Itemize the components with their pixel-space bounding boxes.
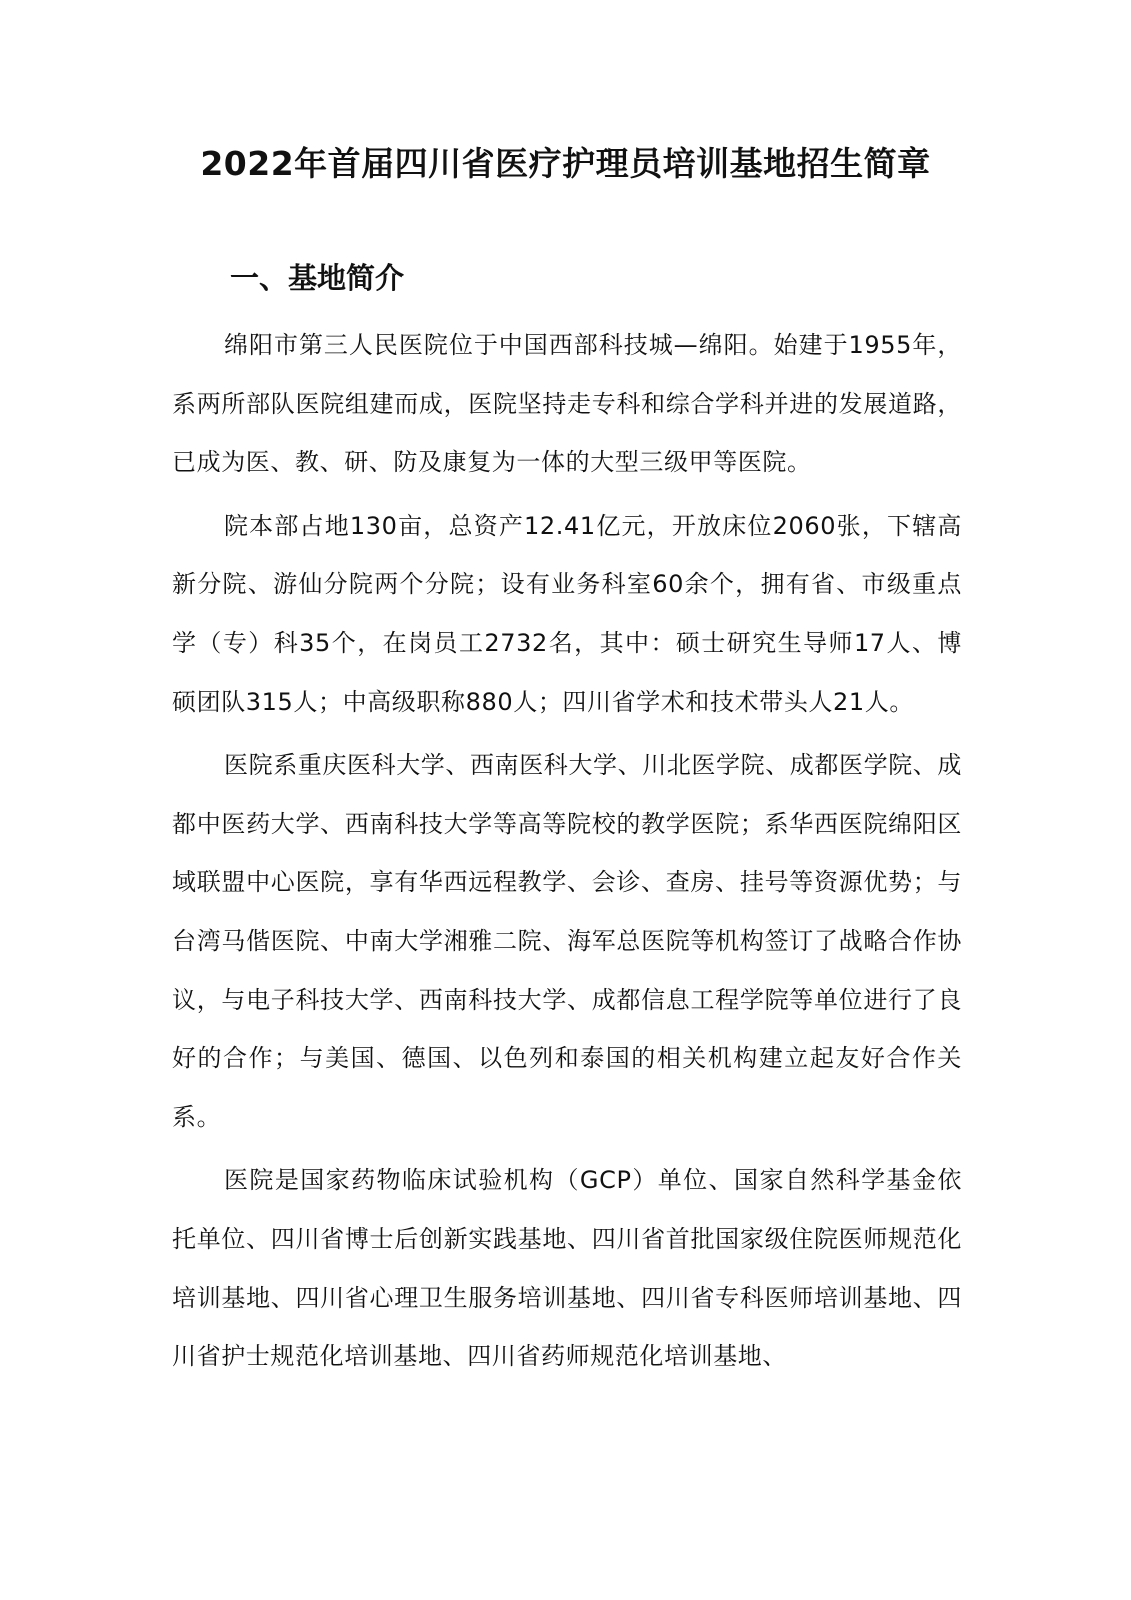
section-heading-intro: 一、基地简介 bbox=[230, 261, 405, 295]
document-title: 2022年首届四川省医疗护理员培训基地招生简章 bbox=[200, 144, 931, 183]
paragraph-teaching-partnerships: 医院系重庆医科大学、西南医科大学、川北医学院、成都医学院、成都中医药大学、西南科技大学等高等院校的教学医院；系华西医院绵阳区域联盟中心医院，享有华西远程教学、会诊、查房、挂号等资源优势；与台湾马偕医院、中南大学湘雅二院、海军总医院等机构签订了战略合作协议，与电子科技大学、西南科技大学、成都信息工程学院等单位进行了良好的合作；与美国、德国、以色列和泰国的相关机构建立起友好合作关系。 bbox=[172, 751, 962, 1131]
paragraph-training-bases: 医院是国家药物临床试验机构（GCP）单位、国家自然科学基金依托单位、四川省博士后创新实践基地、四川省首批国家级住院医师规范化培训基地、四川省心理卫生服务培训基地、四川省专科医师培训基地、四川省护士规范化培训基地、四川省药师规范化培训基地、 bbox=[172, 1166, 962, 1371]
section-body bbox=[172, 316, 962, 1391]
paragraph-hospital-scale: 院本部占地130亩，总资产12.41亿元，开放床位2060张，下辖高新分院、游仙分院两个分院；设有业务科室60余个，拥有省、市级重点学（专）科35个，在岗员工2732名，其中：硕士研究生导师17人、博硕团队315人；中高级职称880人；四川省学术和技术带头人21人。 bbox=[172, 511, 962, 716]
paragraph-hospital-overview: 绵阳市第三人民医院位于中国西部科技城—绵阳。始建于1955年，系两所部队医院组建而成，医院坚持走专科和综合学科并进的发展道路，已成为医、教、研、防及康复为一体的大型三级甲等医院。 bbox=[172, 331, 962, 477]
